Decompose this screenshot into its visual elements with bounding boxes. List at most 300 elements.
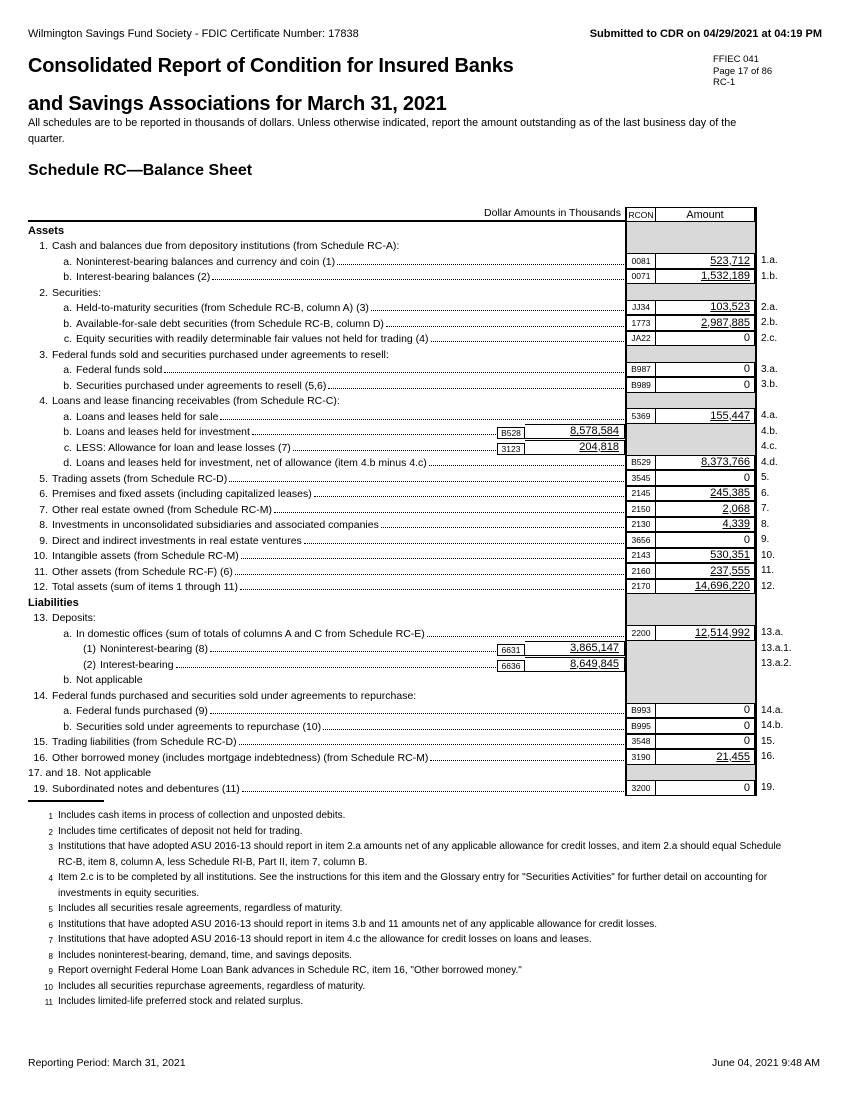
row-label-zone bbox=[28, 548, 625, 564]
amount-cell: 523,712 bbox=[656, 253, 755, 269]
item-ref-label bbox=[757, 687, 798, 703]
footnote-text: Institutions that have adopted ASU 2016-13 should report in items 3.b and 11 amounts net of any applicable allowance for credit losses. bbox=[58, 918, 658, 930]
header-right-block bbox=[625, 207, 757, 222]
row-label-zone bbox=[28, 703, 625, 719]
item-number: 15. bbox=[33, 736, 48, 748]
row-label-zone bbox=[28, 362, 625, 378]
right-column-block bbox=[625, 594, 757, 610]
amount-cell: 0 bbox=[656, 780, 755, 796]
amount-cell: 0 bbox=[656, 718, 755, 734]
rcon-code-cell: 2150 bbox=[627, 501, 656, 517]
right-column-block bbox=[625, 765, 757, 781]
footnote-number: 11 bbox=[44, 998, 53, 1007]
item-label: Cash and balances due from depository institutions (from Schedule RC-A): bbox=[52, 240, 400, 252]
amount-cell: 4,339 bbox=[656, 517, 755, 533]
row-label-zone bbox=[28, 718, 625, 734]
item-number: c. bbox=[63, 441, 72, 454]
row-label-zone bbox=[28, 734, 625, 750]
item-number: 2. bbox=[39, 286, 48, 299]
item-label: Trading liabilities (from Schedule RC-D) bbox=[52, 736, 237, 748]
section-heading: Liabilities bbox=[28, 596, 79, 609]
item-number: a. bbox=[63, 255, 72, 268]
dot-leader bbox=[381, 527, 624, 528]
rcon-code-cell: 2130 bbox=[627, 517, 656, 533]
row-label-zone bbox=[28, 424, 625, 440]
right-column-block bbox=[625, 439, 757, 455]
right-column-block bbox=[625, 610, 757, 626]
item-label: Other real estate owned (from Schedule RC-M) bbox=[52, 503, 273, 516]
footnote bbox=[28, 994, 786, 1010]
balance-sheet-row bbox=[28, 672, 798, 688]
dot-leader bbox=[241, 558, 624, 559]
item-ref-label: 11. bbox=[761, 565, 775, 577]
right-column-block bbox=[625, 470, 757, 486]
item-number: 4. bbox=[39, 395, 48, 407]
rcon-code-cell: 2143 bbox=[627, 548, 656, 564]
balance-sheet-row bbox=[28, 656, 798, 672]
item-label: Interest-bearing balances (2) bbox=[76, 271, 211, 283]
item-number: b. bbox=[63, 720, 72, 733]
balance-sheet-row bbox=[28, 346, 798, 362]
item-ref-label: 8. bbox=[761, 518, 770, 530]
item-ref-label: 6. bbox=[761, 487, 770, 499]
shaded-cell bbox=[627, 284, 755, 300]
rcon-code-cell: B989 bbox=[627, 377, 656, 393]
row-label-zone bbox=[28, 641, 625, 657]
footnote bbox=[28, 839, 786, 870]
balance-sheet-row bbox=[28, 780, 798, 796]
shaded-cell bbox=[627, 687, 755, 703]
item-label: Not applicable bbox=[84, 767, 152, 779]
item-number: a. bbox=[63, 364, 72, 376]
balance-sheet-row bbox=[28, 408, 798, 424]
dot-leader bbox=[371, 310, 624, 311]
right-column-block bbox=[625, 672, 757, 688]
dot-leader bbox=[164, 372, 624, 373]
row-label-zone bbox=[28, 687, 625, 703]
rcon-code-cell: 0071 bbox=[627, 269, 656, 285]
dot-leader bbox=[176, 667, 496, 668]
amount-cell: 14,696,220 bbox=[656, 579, 755, 595]
rcon-code-cell: 3548 bbox=[627, 734, 656, 750]
balance-sheet-row bbox=[28, 734, 798, 750]
rcon-code-cell: B995 bbox=[627, 718, 656, 734]
balance-sheet-row bbox=[28, 238, 798, 254]
row-label-zone bbox=[28, 749, 625, 765]
item-ref-label bbox=[757, 672, 798, 688]
right-column-block bbox=[625, 749, 757, 765]
rcon-column-header: RCON bbox=[627, 207, 656, 222]
shaded-cell bbox=[627, 656, 755, 672]
right-column-block bbox=[625, 362, 757, 378]
rcon-code-cell: 3200 bbox=[627, 780, 656, 796]
item-label: Premises and fixed assets (including capitalized leases) bbox=[52, 488, 312, 500]
rcon-code-cell: 3190 bbox=[627, 749, 656, 765]
balance-sheet-row bbox=[28, 579, 798, 595]
row-label-zone bbox=[28, 656, 625, 672]
shaded-cell bbox=[627, 672, 755, 688]
item-ref-label bbox=[757, 346, 798, 362]
row-label-zone bbox=[28, 315, 625, 331]
dot-leader bbox=[210, 713, 624, 714]
right-column-block bbox=[625, 734, 757, 750]
bank-identification: Wilmington Savings Fund Society - FDIC Certificate Number: 17838 bbox=[28, 28, 359, 40]
item-label: Loans and leases held for investment bbox=[76, 426, 250, 438]
footnote-text: Institutions that have adopted ASU 2016-13 should report in item 4.c the allowance for credit losses on loans and leases. bbox=[58, 934, 592, 945]
page-title-line1: Consolidated Report of Condition for Insured Banks bbox=[28, 55, 514, 77]
dot-leader bbox=[304, 543, 624, 544]
dot-leader bbox=[314, 496, 624, 497]
item-label: Loans and lease financing receivables (from Schedule RC-C): bbox=[52, 395, 340, 407]
row-label-zone bbox=[28, 563, 625, 579]
rcon-code-cell: B987 bbox=[627, 362, 656, 378]
inner-amount-cell: 204,818 bbox=[525, 440, 625, 455]
rcon-code-cell: B529 bbox=[627, 455, 656, 471]
item-label: Total assets (sum of items 1 through 11) bbox=[52, 581, 238, 593]
rcon-code-cell: 2170 bbox=[627, 579, 656, 595]
dot-leader bbox=[240, 589, 624, 590]
footnote bbox=[28, 870, 786, 901]
item-ref-label: 13.a. bbox=[761, 627, 784, 639]
item-number: b. bbox=[63, 379, 72, 392]
footnote-separator bbox=[28, 800, 104, 802]
item-label: Other assets (from Schedule RC-F) (6) bbox=[52, 565, 233, 578]
row-label-zone bbox=[28, 300, 625, 316]
shaded-cell bbox=[627, 765, 755, 781]
row-label-zone bbox=[28, 238, 625, 254]
inner-amount-cell: 3,865,147 bbox=[525, 641, 625, 656]
item-number: a. bbox=[63, 705, 72, 717]
balance-sheet-row bbox=[28, 253, 798, 269]
balance-sheet-row bbox=[28, 625, 798, 641]
item-ref-label: 12. bbox=[761, 580, 775, 592]
footnote-number: 7 bbox=[48, 936, 53, 945]
footnote bbox=[28, 932, 786, 948]
amount-cell: 530,351 bbox=[656, 548, 755, 564]
item-number: 7. bbox=[39, 503, 48, 516]
balance-sheet-row bbox=[28, 517, 798, 533]
item-ref-label: 4.c. bbox=[761, 441, 778, 453]
inner-rcon-code-cell: 3123 bbox=[497, 443, 525, 455]
item-ref-label: 9. bbox=[761, 534, 770, 546]
item-ref-label: 16. bbox=[761, 751, 775, 763]
dot-leader bbox=[242, 791, 624, 792]
item-ref-label: 5. bbox=[761, 472, 770, 484]
row-label-zone bbox=[28, 393, 625, 409]
footnotes bbox=[28, 808, 786, 1010]
row-label-zone bbox=[28, 765, 625, 781]
footnote-text: Report overnight Federal Home Loan Bank advances in Schedule RC, item 16, "Other borrowed money." bbox=[58, 965, 522, 976]
schedule-page-code: RC-1 bbox=[713, 77, 736, 88]
item-number: 1. bbox=[39, 240, 48, 252]
item-number: a. bbox=[63, 410, 72, 423]
footnote bbox=[28, 979, 786, 995]
shaded-cell bbox=[627, 439, 755, 455]
item-label: Securities: bbox=[52, 286, 102, 299]
item-number: b. bbox=[63, 271, 72, 283]
inner-amount-cell: 8,578,584 bbox=[525, 424, 625, 439]
item-label: Federal funds purchased and securities sold under agreements to repurchase: bbox=[52, 689, 417, 702]
right-column-block bbox=[625, 300, 757, 316]
right-column-block bbox=[625, 656, 757, 672]
item-number: b. bbox=[63, 317, 72, 330]
footnote bbox=[28, 948, 786, 964]
item-label: Deposits: bbox=[52, 612, 96, 624]
rcon-code-cell: 0081 bbox=[627, 253, 656, 269]
item-ref-label bbox=[757, 610, 798, 626]
item-ref-label: 14.a. bbox=[761, 704, 784, 716]
amount-cell: 0 bbox=[656, 703, 755, 719]
balance-sheet-row bbox=[28, 548, 798, 564]
dot-leader bbox=[274, 512, 624, 513]
amount-cell: 0 bbox=[656, 377, 755, 393]
item-ref-label: 4.a. bbox=[761, 410, 778, 422]
amount-cell: 0 bbox=[656, 331, 755, 347]
item-ref-label: 13.a.2. bbox=[761, 658, 792, 670]
item-number: 9. bbox=[39, 534, 48, 547]
row-label-zone bbox=[28, 470, 625, 486]
shaded-cell bbox=[627, 610, 755, 626]
rcon-code-cell: 2200 bbox=[627, 625, 656, 641]
dot-leader bbox=[220, 419, 624, 420]
form-reference bbox=[713, 54, 772, 89]
footnote-number: 5 bbox=[48, 905, 53, 914]
balance-sheet-row bbox=[28, 362, 798, 378]
dot-leader bbox=[252, 434, 496, 435]
page-title-line2: and Savings Associations for March 31, 2021 bbox=[28, 93, 447, 115]
dot-leader bbox=[210, 651, 496, 652]
item-label: Loans and leases held for investment, net of allowance (item 4.b minus 4.c) bbox=[76, 457, 427, 469]
right-column-block bbox=[625, 315, 757, 331]
item-label: Interest-bearing bbox=[100, 658, 174, 671]
schedule-title: Schedule RC—Balance Sheet bbox=[28, 162, 253, 179]
balance-sheet-row bbox=[28, 315, 798, 331]
item-ref-label: 1.a. bbox=[761, 255, 778, 267]
item-number: (2) bbox=[83, 658, 96, 671]
item-label: Federal funds sold bbox=[76, 364, 163, 376]
dollar-amounts-header: Dollar Amounts in Thousands bbox=[28, 207, 625, 222]
right-column-block bbox=[625, 408, 757, 424]
right-column-block bbox=[625, 238, 757, 254]
right-column-block bbox=[625, 517, 757, 533]
footnote-text: Includes cash items in process of collection and unposted debits. bbox=[58, 810, 346, 821]
dot-leader bbox=[212, 279, 624, 280]
item-number: 6. bbox=[39, 488, 48, 500]
item-ref-label bbox=[757, 765, 798, 781]
item-label: LESS: Allowance for loan and lease losses (7) bbox=[76, 441, 291, 454]
row-label-zone bbox=[28, 439, 625, 455]
row-label-zone bbox=[28, 253, 625, 269]
intro-paragraph: All schedules are to be reported in thousands of dollars. Unless otherwise indicated, report the amount outstanding as of the last business day of the quarter. bbox=[28, 117, 737, 145]
item-ref-label: 3.a. bbox=[761, 363, 778, 375]
rcon-code-cell: 3656 bbox=[627, 532, 656, 548]
rcon-code-cell: 2145 bbox=[627, 486, 656, 502]
item-label: Held-to-maturity securities (from Schedule RC-B, column A) (3) bbox=[76, 302, 369, 314]
footnote-number: 10 bbox=[44, 982, 53, 992]
row-label-zone bbox=[28, 625, 625, 641]
right-column-block bbox=[625, 780, 757, 796]
row-label-zone bbox=[28, 377, 625, 393]
footnote-text: Institutions that have adopted ASU 2016-13 should report in item 2.a amounts net of any applicable allowance for credit losses, and item 2.a should equal Schedule RC-B, item 8, column A, less Schedule RI-B, Part II, item 7, column B. bbox=[58, 841, 782, 868]
row-label-zone bbox=[28, 532, 625, 548]
balance-sheet-row bbox=[28, 703, 798, 719]
dot-leader bbox=[431, 341, 624, 342]
right-column-block bbox=[625, 486, 757, 502]
right-column-block bbox=[625, 331, 757, 347]
item-number: 3. bbox=[39, 348, 48, 361]
amount-cell: 21,455 bbox=[656, 749, 755, 765]
item-label: Intangible assets (from Schedule RC-M) bbox=[52, 550, 239, 562]
dot-leader bbox=[328, 388, 624, 389]
dot-leader bbox=[229, 481, 624, 482]
footnote-number: 8 bbox=[48, 951, 53, 961]
footnote-number: 4 bbox=[48, 874, 53, 883]
item-number: 12. bbox=[33, 581, 48, 593]
item-label: Federal funds purchased (9) bbox=[76, 705, 208, 717]
shaded-cell bbox=[627, 641, 755, 657]
right-column-block bbox=[625, 579, 757, 595]
dot-leader bbox=[427, 636, 624, 637]
item-label: Securities purchased under agreements to resell (5,6) bbox=[76, 379, 327, 392]
balance-sheet-row bbox=[28, 532, 798, 548]
print-timestamp: June 04, 2021 9:48 AM bbox=[712, 1057, 820, 1069]
amount-cell: 237,555 bbox=[656, 563, 755, 579]
footnote bbox=[28, 808, 786, 824]
right-column-block bbox=[625, 377, 757, 393]
footnote-number: 3 bbox=[48, 843, 53, 852]
footnote-text: Item 2.c is to be completed by all institutions. See the instructions for this item and the Glossary entry for "Securities Activities" for further detail on accounting for investments in equity securities. bbox=[58, 872, 768, 899]
item-number: a. bbox=[63, 302, 72, 314]
dot-leader bbox=[386, 326, 624, 327]
row-label-zone bbox=[28, 284, 625, 300]
submission-timestamp: Submitted to CDR on 04/29/2021 at 04:19 PM bbox=[589, 28, 822, 40]
footnote-text: Includes noninterest-bearing, demand, time, and savings deposits. bbox=[58, 949, 353, 961]
item-number: (1) bbox=[83, 643, 96, 655]
right-column-block bbox=[625, 703, 757, 719]
item-number: a. bbox=[63, 627, 72, 640]
item-number: 17. and 18. bbox=[28, 767, 81, 779]
item-number: b. bbox=[63, 426, 72, 438]
item-label: Other borrowed money (includes mortgage indebtedness) (from Schedule RC-M) bbox=[52, 751, 429, 764]
row-label-zone bbox=[28, 501, 625, 517]
item-number: 16. bbox=[33, 751, 48, 764]
balance-sheet-row bbox=[28, 331, 798, 347]
item-label: Not applicable bbox=[76, 674, 143, 686]
amount-cell: 155,447 bbox=[656, 408, 755, 424]
amount-cell: 245,385 bbox=[656, 486, 755, 502]
item-number: 10. bbox=[33, 550, 48, 562]
amount-cell: 0 bbox=[656, 532, 755, 548]
balance-sheet-row bbox=[28, 424, 798, 440]
right-column-block bbox=[625, 532, 757, 548]
item-number: c. bbox=[63, 333, 72, 345]
item-ref-label: 15. bbox=[761, 735, 775, 747]
footnote-text: Includes all securities resale agreements, regardless of maturity. bbox=[58, 903, 343, 914]
item-number: 8. bbox=[39, 519, 48, 531]
dot-leader bbox=[235, 574, 624, 575]
balance-sheet-row bbox=[28, 455, 798, 471]
shaded-cell bbox=[627, 424, 755, 440]
row-label-zone bbox=[28, 269, 625, 285]
shaded-cell bbox=[627, 594, 755, 610]
rcon-code-cell: 2160 bbox=[627, 563, 656, 579]
balance-sheet-row bbox=[28, 641, 798, 657]
footnote-number: 2 bbox=[48, 827, 53, 837]
right-column-block bbox=[625, 548, 757, 564]
item-number: b. bbox=[63, 674, 72, 686]
reporting-period: Reporting Period: March 31, 2021 bbox=[28, 1057, 186, 1069]
rcon-code-cell: JA22 bbox=[627, 331, 656, 347]
item-label: Available-for-sale debt securities (from Schedule RC-B, column D) bbox=[76, 317, 384, 330]
item-ref-label: 13.a.1. bbox=[761, 642, 792, 654]
balance-sheet-row bbox=[28, 610, 798, 626]
balance-sheet-row bbox=[28, 284, 798, 300]
inner-rcon-code-cell: 6636 bbox=[497, 660, 525, 672]
rcon-code-cell: 5369 bbox=[627, 408, 656, 424]
document-header bbox=[28, 28, 822, 40]
item-ref-label: 3.b. bbox=[761, 379, 778, 391]
shaded-cell bbox=[627, 222, 755, 238]
amount-cell: 12,514,992 bbox=[656, 625, 755, 641]
balance-sheet-row bbox=[28, 749, 798, 765]
right-column-block bbox=[625, 501, 757, 517]
item-label: Subordinated notes and debentures (11) bbox=[52, 782, 240, 795]
amount-cell: 0 bbox=[656, 734, 755, 750]
row-label-zone bbox=[28, 579, 625, 595]
item-label: Investments in unconsolidated subsidiaries and associated companies bbox=[52, 519, 379, 531]
dot-leader bbox=[429, 465, 624, 466]
row-label-zone bbox=[28, 222, 625, 238]
balance-sheet-row bbox=[28, 269, 798, 285]
dot-leader bbox=[337, 264, 624, 265]
item-label: Noninterest-bearing (8) bbox=[100, 643, 208, 655]
amount-cell: 2,068 bbox=[656, 501, 755, 517]
item-number: 5. bbox=[39, 472, 48, 485]
right-column-block bbox=[625, 284, 757, 300]
right-column-block bbox=[625, 393, 757, 409]
shaded-cell bbox=[627, 238, 755, 254]
row-label-zone bbox=[28, 780, 625, 796]
right-column-block bbox=[625, 269, 757, 285]
rcon-code-cell: JJ34 bbox=[627, 300, 656, 316]
right-column-block bbox=[625, 641, 757, 657]
item-label: Loans and leases held for sale bbox=[76, 410, 219, 423]
item-label: Direct and indirect investments in real estate ventures bbox=[52, 534, 302, 547]
item-label: Federal funds sold and securities purchased under agreements to resell: bbox=[52, 348, 389, 361]
right-column-block bbox=[625, 455, 757, 471]
item-number: 19. bbox=[33, 782, 48, 795]
row-label-zone bbox=[28, 610, 625, 626]
balance-sheet-row bbox=[28, 393, 798, 409]
footnote-number: 1 bbox=[48, 812, 53, 821]
amount-cell: 0 bbox=[656, 362, 755, 378]
item-label: Trading assets (from Schedule RC-D) bbox=[52, 472, 228, 485]
item-ref-label: 2.a. bbox=[761, 301, 778, 313]
amount-cell: 1,532,189 bbox=[656, 269, 755, 285]
inner-rcon-code-cell: B528 bbox=[497, 427, 525, 439]
balance-sheet-row bbox=[28, 687, 798, 703]
dot-leader bbox=[239, 744, 624, 745]
rcon-code-cell: 3545 bbox=[627, 470, 656, 486]
balance-sheet-row bbox=[28, 377, 798, 393]
right-column-block bbox=[625, 718, 757, 734]
balance-sheet-row bbox=[28, 563, 798, 579]
footnote bbox=[28, 963, 786, 979]
item-label: In domestic offices (sum of totals of columns A and C from Schedule RC-E) bbox=[76, 627, 425, 640]
item-ref-label: 10. bbox=[761, 549, 775, 561]
balance-sheet-row bbox=[28, 222, 798, 238]
right-column-block bbox=[625, 687, 757, 703]
